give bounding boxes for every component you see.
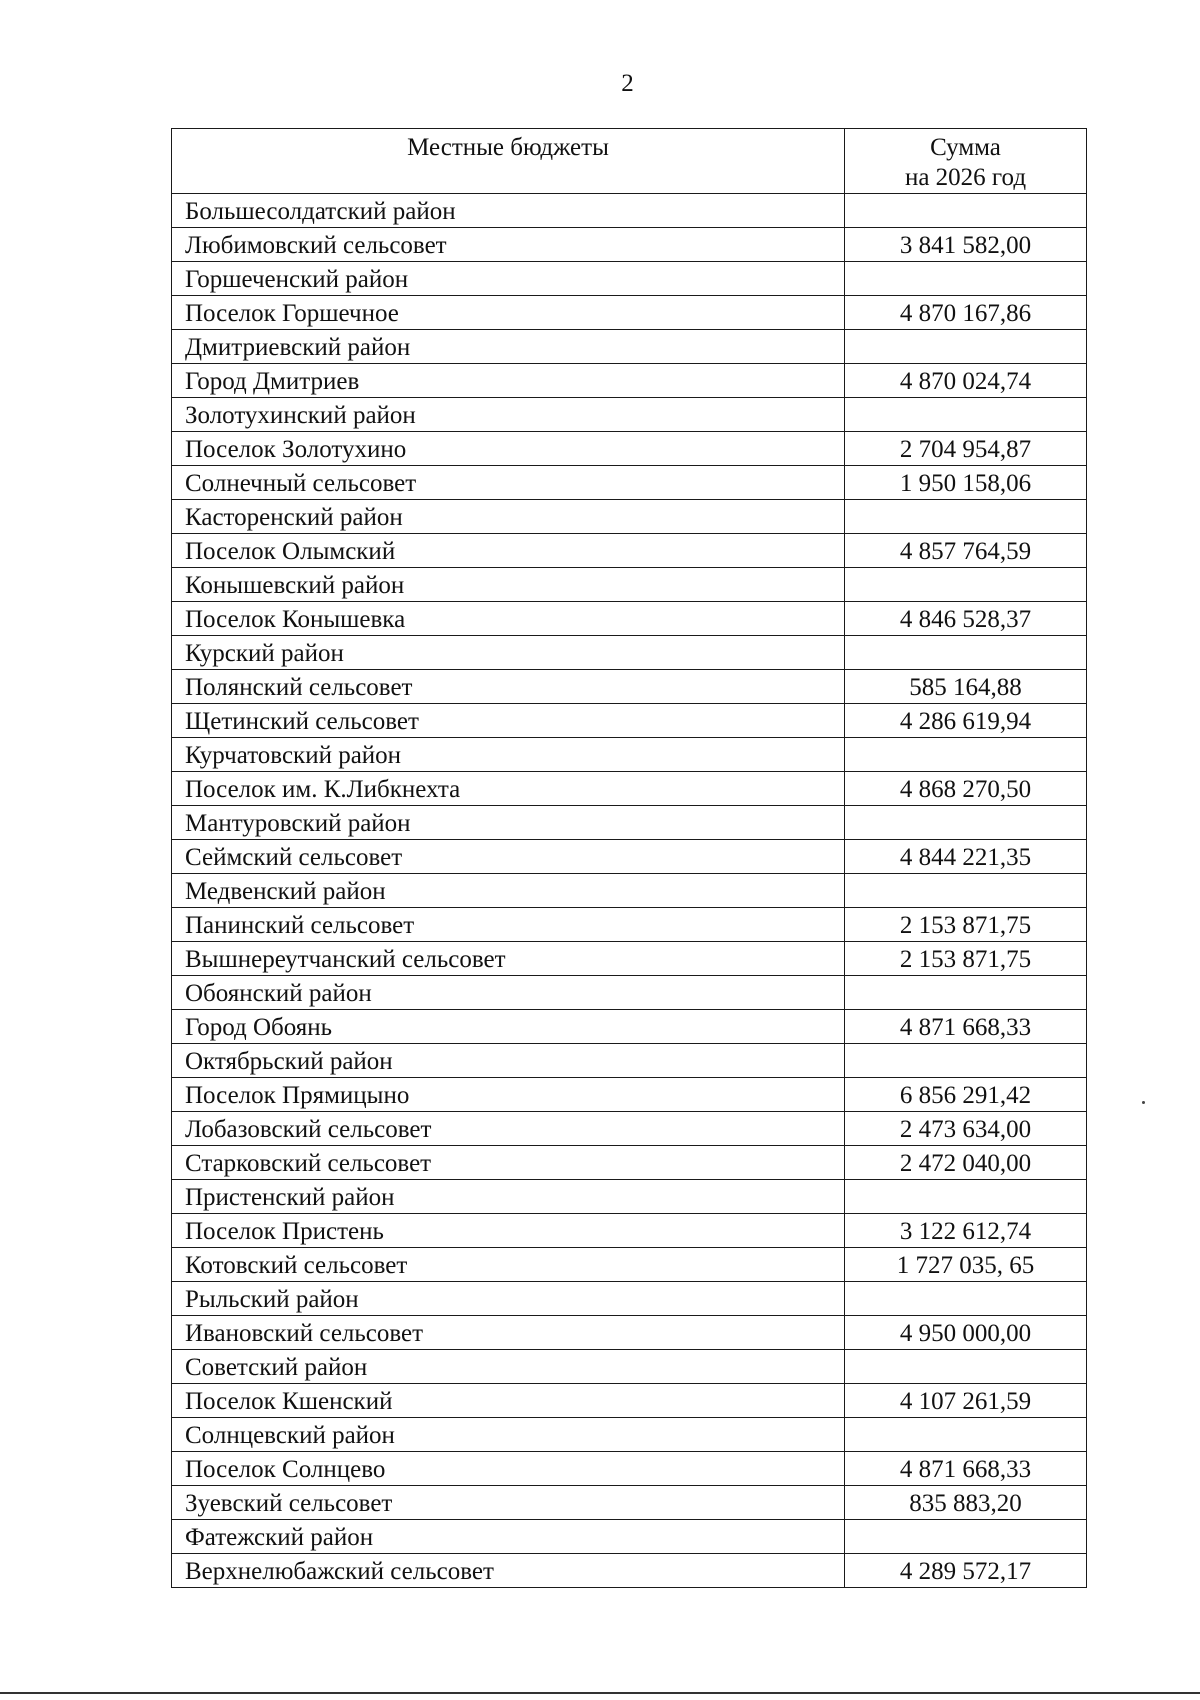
budget-amount-cell — [845, 806, 1087, 840]
table-row — [172, 670, 1087, 704]
budget-amount-cell — [845, 636, 1087, 670]
table-row — [172, 1554, 1087, 1588]
budget-name-cell: Зуевский сельсовет — [172, 1486, 845, 1520]
budget-name-cell: Поселок им. К.Либкнехта — [172, 772, 845, 806]
budget-name-cell: Поселок Солнцево — [172, 1452, 845, 1486]
budget-amount-cell: 1 727 035, 65 — [845, 1248, 1087, 1282]
table-row — [172, 1180, 1087, 1214]
table-row — [172, 1350, 1087, 1384]
budget-name-cell: Рыльский район — [172, 1282, 845, 1316]
table-row — [172, 636, 1087, 670]
budget-amount-cell: 585 164,88 — [845, 670, 1087, 704]
budget-amount-cell — [845, 1282, 1087, 1316]
table-row — [172, 1044, 1087, 1078]
table-body — [172, 194, 1087, 1588]
budget-amount-cell — [845, 738, 1087, 772]
page-number: 2 — [621, 70, 634, 97]
table-row — [172, 1112, 1087, 1146]
budget-amount-cell: 4 871 668,33 — [845, 1452, 1087, 1486]
budget-name-cell: Касторенский район — [172, 500, 845, 534]
budget-amount-cell: 4 870 024,74 — [845, 364, 1087, 398]
budget-amount-cell: 4 289 572,17 — [845, 1554, 1087, 1588]
budget-name-cell: Любимовский сельсовет — [172, 228, 845, 262]
budget-amount-cell — [845, 976, 1087, 1010]
budget-amount-cell: 4 846 528,37 — [845, 602, 1087, 636]
table-row — [172, 364, 1087, 398]
table-row — [172, 942, 1087, 976]
budget-name-cell: Полянский сельсовет — [172, 670, 845, 704]
table-row — [172, 738, 1087, 772]
budget-amount-cell: 4 844 221,35 — [845, 840, 1087, 874]
budget-name-cell: Большесолдатский район — [172, 194, 845, 228]
budget-name-cell: Пристенский район — [172, 1180, 845, 1214]
table-row — [172, 262, 1087, 296]
budget-name-cell: Сеймский сельсовет — [172, 840, 845, 874]
budget-name-cell: Медвенский район — [172, 874, 845, 908]
budget-name-cell: Фатежский район — [172, 1520, 845, 1554]
table-row — [172, 1418, 1087, 1452]
budget-amount-cell — [845, 568, 1087, 602]
scan-speck — [1142, 1101, 1145, 1104]
budget-name-cell: Советский район — [172, 1350, 845, 1384]
budget-amount-cell: 3 122 612,74 — [845, 1214, 1087, 1248]
budget-amount-cell — [845, 874, 1087, 908]
budget-amount-cell: 2 153 871,75 — [845, 942, 1087, 976]
table-row — [172, 568, 1087, 602]
table-row — [172, 1520, 1087, 1554]
table-row — [172, 806, 1087, 840]
budget-amount-cell: 4 286 619,94 — [845, 704, 1087, 738]
budget-amount-cell: 4 870 167,86 — [845, 296, 1087, 330]
table-row — [172, 976, 1087, 1010]
budget-name-cell: Поселок Прямицыно — [172, 1078, 845, 1112]
table-row — [172, 908, 1087, 942]
bottom-edge-line — [0, 1692, 1200, 1694]
budget-amount-cell: 2 473 634,00 — [845, 1112, 1087, 1146]
budget-amount-cell: 835 883,20 — [845, 1486, 1087, 1520]
budget-amount-cell — [845, 330, 1087, 364]
table-row — [172, 1010, 1087, 1044]
budget-name-cell: Дмитриевский район — [172, 330, 845, 364]
budget-amount-cell — [845, 1044, 1087, 1078]
budget-name-cell: Котовский сельсовет — [172, 1248, 845, 1282]
budget-name-cell: Поселок Конышевка — [172, 602, 845, 636]
budget-amount-cell: 4 950 000,00 — [845, 1316, 1087, 1350]
column-header-amount — [845, 129, 1087, 194]
table-row — [172, 466, 1087, 500]
budget-amount-cell: 2 153 871,75 — [845, 908, 1087, 942]
table-row — [172, 194, 1087, 228]
budget-name-cell: Солнцевский район — [172, 1418, 845, 1452]
header-amount-label: Сумма — [930, 134, 1001, 161]
table-row — [172, 1282, 1087, 1316]
budget-amount-cell: 1 950 158,06 — [845, 466, 1087, 500]
budget-name-cell: Курский район — [172, 636, 845, 670]
budget-name-cell: Поселок Кшенский — [172, 1384, 845, 1418]
table-row — [172, 1078, 1087, 1112]
budget-name-cell: Вышнереутчанский сельсовет — [172, 942, 845, 976]
budget-name-cell: Верхнелюбажский сельсовет — [172, 1554, 845, 1588]
budget-name-cell: Октябрьский район — [172, 1044, 845, 1078]
table-row — [172, 228, 1087, 262]
table-header — [172, 129, 1087, 194]
budget-amount-cell — [845, 398, 1087, 432]
table-row — [172, 704, 1087, 738]
budget-name-cell: Солнечный сельсовет — [172, 466, 845, 500]
table-row — [172, 1486, 1087, 1520]
budget-name-cell: Золотухинский район — [172, 398, 845, 432]
table-row — [172, 1146, 1087, 1180]
table-row — [172, 432, 1087, 466]
header-amount-year-label: на 2026 год — [904, 164, 1027, 191]
budget-name-cell: Лобазовский сельсовет — [172, 1112, 845, 1146]
budget-name-cell: Поселок Горшечное — [172, 296, 845, 330]
table-row — [172, 534, 1087, 568]
budget-amount-cell — [845, 194, 1087, 228]
budget-name-cell: Мантуровский район — [172, 806, 845, 840]
table-row — [172, 1384, 1087, 1418]
header-name-label: Местные бюджеты — [407, 134, 609, 161]
table-row — [172, 1452, 1087, 1486]
table-row — [172, 840, 1087, 874]
budget-name-cell: Город Обоянь — [172, 1010, 845, 1044]
header-row — [172, 129, 1087, 194]
table-row — [172, 398, 1087, 432]
budget-amount-cell — [845, 1520, 1087, 1554]
budget-amount-cell: 4 868 270,50 — [845, 772, 1087, 806]
budget-amount-cell: 2 704 954,87 — [845, 432, 1087, 466]
budget-name-cell: Поселок Пристень — [172, 1214, 845, 1248]
budget-name-cell: Панинский сельсовет — [172, 908, 845, 942]
table-row — [172, 296, 1087, 330]
budget-amount-cell — [845, 262, 1087, 296]
budget-amount-cell: 6 856 291,42 — [845, 1078, 1087, 1112]
budget-amount-cell: 2 472 040,00 — [845, 1146, 1087, 1180]
table-row — [172, 1214, 1087, 1248]
budget-name-cell: Конышевский район — [172, 568, 845, 602]
column-header-local-budgets — [172, 129, 845, 194]
table-row — [172, 772, 1087, 806]
table-row — [172, 1248, 1087, 1282]
budget-amount-cell: 4 107 261,59 — [845, 1384, 1087, 1418]
table-row — [172, 500, 1087, 534]
budget-name-cell: Поселок Золотухино — [172, 432, 845, 466]
budget-name-cell: Ивановский сельсовет — [172, 1316, 845, 1350]
table-row — [172, 874, 1087, 908]
budget-amount-cell: 3 841 582,00 — [845, 228, 1087, 262]
table-row — [172, 1316, 1087, 1350]
budget-amount-cell: 4 857 764,59 — [845, 534, 1087, 568]
budget-name-cell: Щетинский сельсовет — [172, 704, 845, 738]
budget-amount-cell — [845, 1418, 1087, 1452]
budget-name-cell: Обоянский район — [172, 976, 845, 1010]
budget-amount-cell — [845, 500, 1087, 534]
budget-amount-cell: 4 871 668,33 — [845, 1010, 1087, 1044]
table-row — [172, 330, 1087, 364]
budget-name-cell: Город Дмитриев — [172, 364, 845, 398]
budget-table — [171, 128, 1087, 1588]
budget-name-cell: Поселок Олымский — [172, 534, 845, 568]
table-row — [172, 602, 1087, 636]
budget-name-cell: Курчатовский район — [172, 738, 845, 772]
budget-name-cell: Старковский сельсовет — [172, 1146, 845, 1180]
budget-name-cell: Горшеченский район — [172, 262, 845, 296]
budget-amount-cell — [845, 1350, 1087, 1384]
budget-amount-cell — [845, 1180, 1087, 1214]
